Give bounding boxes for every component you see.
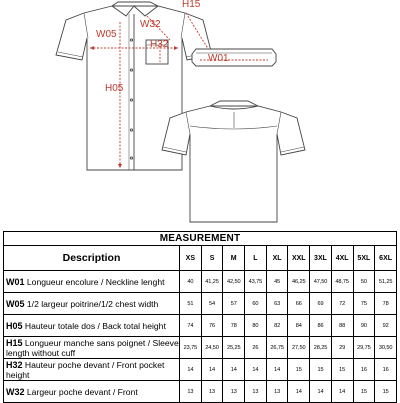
table-title: MEASUREMENT xyxy=(4,232,397,246)
size-value: 26,75 xyxy=(266,337,288,359)
size-value: 13 xyxy=(180,381,202,403)
measurement-description xyxy=(4,315,180,337)
measurement-code: H05 xyxy=(6,320,23,331)
size-value: 47,50 xyxy=(310,271,332,293)
size-value: 74 xyxy=(180,315,202,337)
size-value: 84 xyxy=(288,315,310,337)
measurement-description xyxy=(4,359,180,381)
size-value: 72 xyxy=(331,293,353,315)
table-row xyxy=(4,359,397,381)
measurement-code: H15 xyxy=(6,337,23,348)
shirt-back-view xyxy=(162,101,305,222)
size-value: 15 xyxy=(331,359,353,381)
size-value: 51 xyxy=(180,293,202,315)
size-value: 15 xyxy=(353,381,375,403)
collar-band-view xyxy=(192,49,276,66)
size-value: 13 xyxy=(245,381,267,403)
size-value: 13 xyxy=(201,381,223,403)
measurement-text: Longueur encolure / Neckline lenght xyxy=(24,276,165,287)
size-value: 57 xyxy=(223,293,245,315)
size-header: M xyxy=(223,246,245,271)
table-row xyxy=(4,315,397,337)
size-value: 78 xyxy=(375,293,397,315)
size-value: 46,25 xyxy=(288,271,310,293)
size-value: 54 xyxy=(201,293,223,315)
size-value: 27,50 xyxy=(288,337,310,359)
size-value: 88 xyxy=(331,315,353,337)
size-value: 30,50 xyxy=(375,337,397,359)
size-value: 51,25 xyxy=(375,271,397,293)
measurement-text: Longueur manche sans poignet / Sleeve length without cuff xyxy=(6,337,179,358)
size-value: 50 xyxy=(353,271,375,293)
size-value: 13 xyxy=(266,381,288,403)
size-value: 29,75 xyxy=(353,337,375,359)
size-header: XL xyxy=(266,246,288,271)
size-header: 6XL xyxy=(375,246,397,271)
size-value: 92 xyxy=(375,315,397,337)
size-value: 43,75 xyxy=(245,271,267,293)
size-value: 69 xyxy=(310,293,332,315)
size-value: 15 xyxy=(288,359,310,381)
size-value: 15 xyxy=(375,381,397,403)
size-value: 60 xyxy=(245,293,267,315)
size-value: 13 xyxy=(223,381,245,403)
measurement-description xyxy=(4,381,180,403)
size-value: 82 xyxy=(266,315,288,337)
measurement-text: Hauteur totale dos / Back total height xyxy=(22,320,166,331)
size-value: 40 xyxy=(180,271,202,293)
label-w05: W05 xyxy=(96,29,117,40)
shirt-front-view xyxy=(56,2,212,170)
size-header: 3XL xyxy=(310,246,332,271)
measurement-code: W05 xyxy=(6,298,25,309)
size-value: 16 xyxy=(353,359,375,381)
size-value: 14 xyxy=(223,359,245,381)
size-header: L xyxy=(245,246,267,271)
size-value: 14 xyxy=(245,359,267,381)
table-row xyxy=(4,381,397,403)
measurement-code: H32 xyxy=(6,359,23,370)
size-value: 14 xyxy=(310,381,332,403)
description-header: Description xyxy=(4,246,180,271)
size-value: 15 xyxy=(310,359,332,381)
size-value: 75 xyxy=(353,293,375,315)
measurement-code: W32 xyxy=(6,386,25,397)
size-value: 41,25 xyxy=(201,271,223,293)
size-value: 28,25 xyxy=(310,337,332,359)
size-value: 29 xyxy=(331,337,353,359)
size-value: 14 xyxy=(266,359,288,381)
table-row xyxy=(4,271,397,293)
label-h15: H15 xyxy=(182,0,201,10)
size-header: 4XL xyxy=(331,246,353,271)
size-value: 90 xyxy=(353,315,375,337)
size-value: 14 xyxy=(180,359,202,381)
size-header: XS xyxy=(180,246,202,271)
size-header: 5XL xyxy=(353,246,375,271)
size-value: 23,75 xyxy=(180,337,202,359)
size-value: 14 xyxy=(288,381,310,403)
size-value: 26 xyxy=(245,337,267,359)
measurement-text: 1/2 largeur poitrine/1/2 chest width xyxy=(24,298,159,309)
size-value: 63 xyxy=(266,293,288,315)
measurement-description xyxy=(4,271,180,293)
label-w01: W01 xyxy=(208,53,229,64)
size-value: 42,50 xyxy=(223,271,245,293)
table-header-row xyxy=(4,246,397,271)
table-row xyxy=(4,293,397,315)
size-value: 14 xyxy=(201,359,223,381)
size-value: 24,50 xyxy=(201,337,223,359)
label-h32: H32 xyxy=(150,39,169,50)
size-value: 48,75 xyxy=(331,271,353,293)
size-header: S xyxy=(201,246,223,271)
size-value: 14 xyxy=(331,381,353,403)
table-row xyxy=(4,337,397,359)
measurement-table xyxy=(3,231,397,403)
size-value: 86 xyxy=(310,315,332,337)
measurement-description xyxy=(4,337,180,359)
size-value: 76 xyxy=(201,315,223,337)
label-h05: H05 xyxy=(105,83,124,94)
measurement-code: W01 xyxy=(6,276,25,287)
size-value: 66 xyxy=(288,293,310,315)
size-header: XXL xyxy=(288,246,310,271)
measurement-text: Largeur poche devant / Front xyxy=(24,386,138,397)
size-value: 25,25 xyxy=(223,337,245,359)
measurement-text: Hauteur poche devant / Front pocket height xyxy=(6,359,165,380)
size-value: 16 xyxy=(375,359,397,381)
size-value: 80 xyxy=(245,315,267,337)
label-w32: W32 xyxy=(140,19,161,30)
size-value: 45 xyxy=(266,271,288,293)
measurement-description xyxy=(4,293,180,315)
size-value: 78 xyxy=(223,315,245,337)
